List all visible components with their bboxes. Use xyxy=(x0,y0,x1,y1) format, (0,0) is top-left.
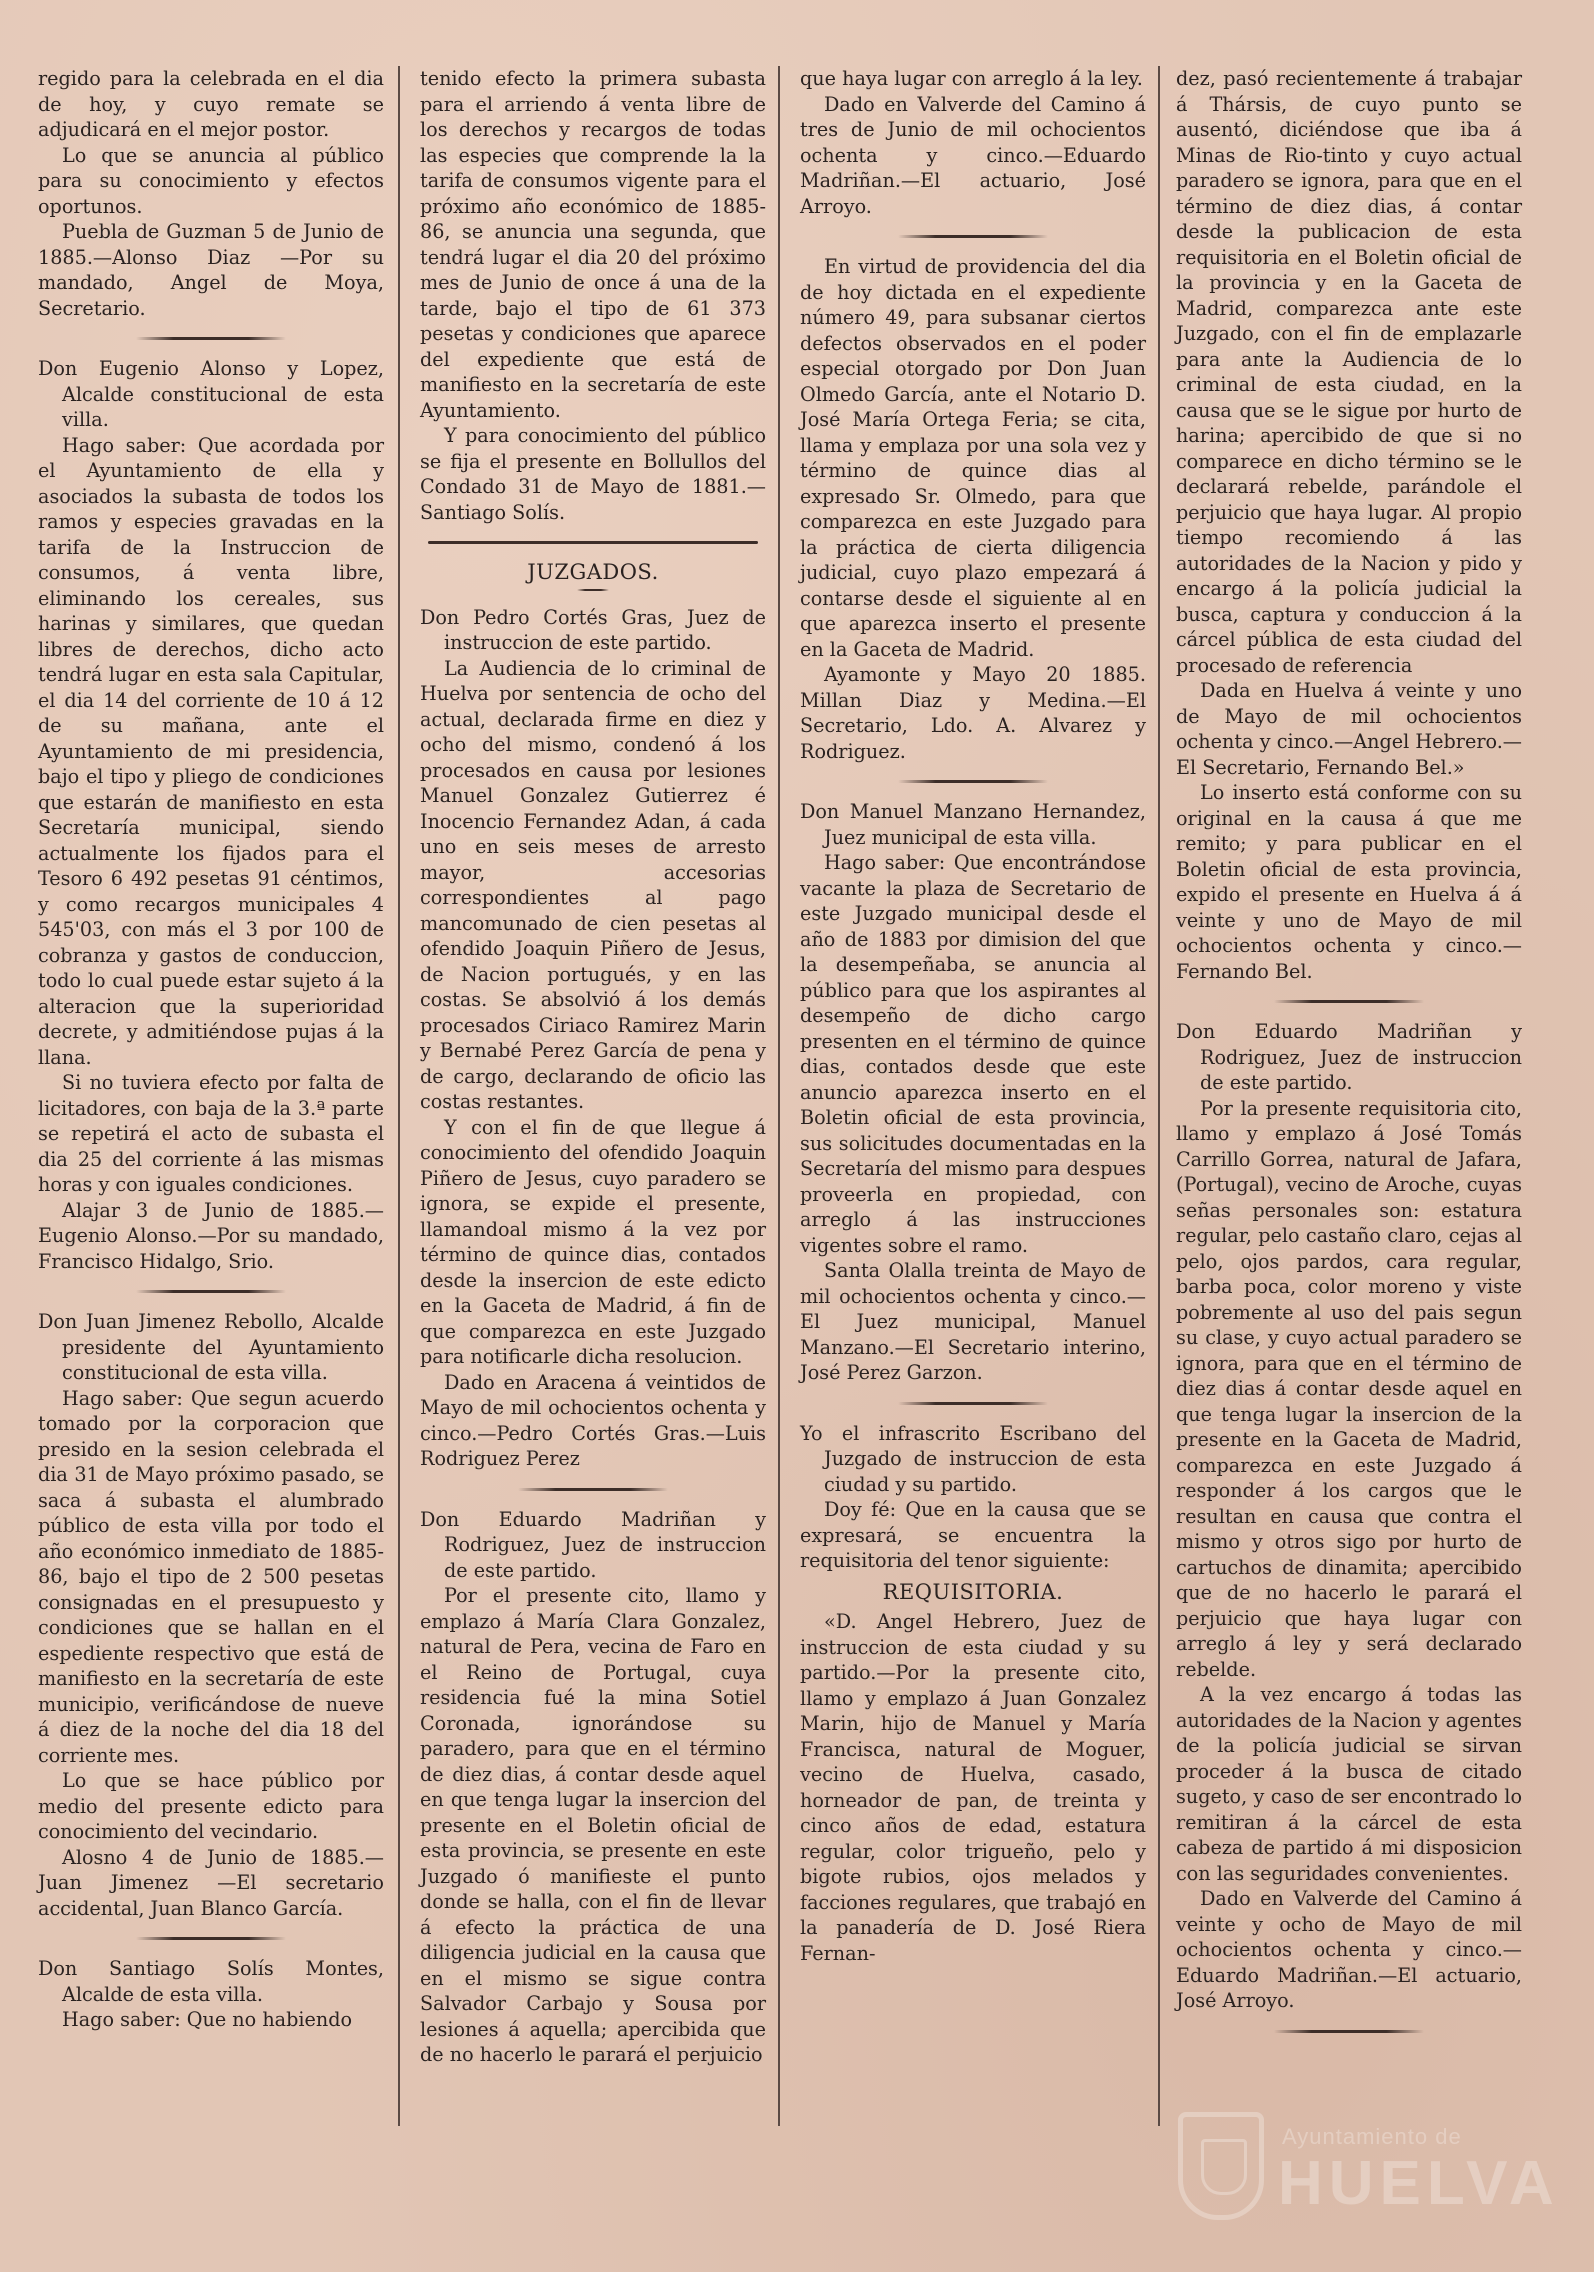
separator-rule xyxy=(518,1488,668,1491)
column-divider xyxy=(398,66,400,2126)
notice-heading: Don Eduardo Madriñan y Rodriguez, Juez de instruccion de este partido. xyxy=(420,1507,766,1582)
separator-rule xyxy=(1274,2030,1424,2033)
separator-rule xyxy=(1274,1000,1424,1003)
paragraph: La Audiencia de lo criminal de Huelva por sentencia de ocho del actual, declarada firme en diez y ocho del mismo, condenó á los procesados en causa por lesiones Manuel Gonzalez Gutierrez é Inocencio Fernandez Adan, á cada uno en seis meses de arresto mayor, accesorias correspondientes al pago mancomunado de cien pesetas al ofendido Joaquin Piñero de Jesus, de Nacion portugués, y en las costas. Se absolvió á los demás procesados Ciriaco Ramirez Marin y Bernabé Perez García de pena y de cargo, declarando de oficio las costas restantes. xyxy=(420,656,766,1113)
paragraph: Hago saber: Que no habiendo xyxy=(62,2008,353,2031)
paragraph: dez, pasó recientemente á trabajar á Thársis, de cuyo punto se ausentó, diciéndose que iba á Minas de Rio-tinto y cuyo actual paradero se ignora, para que en el término de diez dias, á contar desde la publicacion de esta requisitoria en el Boletin oficial de la provincia y en la Gaceta de Madrid, comparezca ante este Juzgado, con el fin de emplazarle para ante la Audiencia de lo criminal de esta ciudad, en la causa que se le sigue por hurto de harina; apercibido de que si no comparece en dicho término se le declarará rebelde, parándole el perjuicio que haya lugar. Al propio tiempo recomiendo á las autoridades de la Nacion y pido y encargo á la policía judicial la busca, captura y conduccion á la cárcel pública de esta ciudad del procesado de referencia xyxy=(1176,67,1522,677)
signature-paragraph: Ayamonte y Mayo 20 1885. Millan Diaz y Medina.—El Secretario, Ldo. A. Alvarez y Rodriguez. xyxy=(800,663,1146,763)
paragraph: Por la presente requisitoria cito, llamo y emplazo á José Tomás Carrillo Gorrea, natural de Jafara, (Portugal), vecino de Aroche, cuyas señas personales son: estatura regular, pelo castaño claro, cejas al pelo, ojos pardos, cara regular, barba poca, color moreno y viste pobremente al uso del pais segun su clase, y cuyo actual paradero se ignora, para que en el término de diez dias á contar desde aquel en que tenga lugar la insercion de la presente en la Gaceta de Madrid, comparezca en este Juzgado á responder á los cargos que le resultan en causa que contra el mismo y otros sigo por hurto de cartuchos de dinamita; apercibido que de no hacerlo le parará el perjuicio que haya lugar con arreglo á ley y será declarado rebelde. xyxy=(1176,1096,1522,1681)
paragraph: Hago saber: Que segun acuerdo tomado por la corporacion que presido en la sesion celebrada el dia 31 de Mayo próximo pasado, se saca á subasta el alumbrado público de esta villa por todo el año económico inmediato de 1885-86, bajo el tipo de 2 500 pesetas consignadas en el presupuesto y condiciones que se hallan en el espediente respectivo que está de manifiesto en la secretaría de este municipio, verificándose de nueve á diez de la noche del dia 18 del corriente mes. xyxy=(38,1386,384,1767)
watermark-line1: Ayuntamiento de xyxy=(1282,2124,1462,2149)
notice-heading: Yo el infrascrito Escribano del Juzgado de instruccion de esta ciudad y su partido. xyxy=(800,1421,1146,1496)
notice-heading: Don Santiago Solís Montes, Alcalde de esta villa. xyxy=(38,1957,384,2006)
signature-paragraph: Alajar 3 de Junio de 1885.—Eugenio Alonso.—Por su mandado, Francisco Hidalgo, Srio. xyxy=(38,1198,384,1273)
column-4 xyxy=(1176,66,1522,2049)
paragraph: Lo inserto está conforme con su original en la causa á que me remito; y para publicar en el Boletin oficial de esta provincia, expido el presente en Huelva á á veinte y uno de Mayo de mil ochocientos ochenta y cinco.—Fernando Bel. xyxy=(1176,781,1522,983)
paragraph: «D. Angel Hebrero, Juez de instruccion de esta ciudad y su partido.—Por la presente cito, llamo y emplazo á Juan Gonzalez Marin, hijo de Manuel y María Francisca, natural de Moguer, vecino de Huelva, casado, horneador de pan, de treinta y cinco años de edad, estatura regular, color trigueño, pelo y bigote rubios, ojos melados y facciones regulares, que trabajó en la panadería de D. José Riera Fernan- xyxy=(800,1610,1146,1965)
paragraph: Hago saber: Que encontrándose vacante la plaza de Secretario de este Juzgado municipal desde el año de 1883 por dimision del que la desempeñaba, se anuncia al público para que los aspirantes al desempeño de dicho cargo presenten en el término de quince dias, contados desde que este anuncio aparezca inserto en el Boletin oficial de esta provincia, sus solicitudes documentadas en la Secretaría del mismo para despues proveerla en propiedad, con arreglo á las instrucciones vigentes sobre el ramo. xyxy=(800,851,1146,1257)
notice-heading: Don Pedro Cortés Gras, Juez de instruccion de este partido. xyxy=(420,605,766,654)
paragraph: regido para la celebrada en el dia de hoy, y cuyo remate se adjudicará en el mejor postor. xyxy=(38,67,384,141)
column-divider xyxy=(778,66,780,2126)
paragraph: Y con el fin de que llegue á conocimiento del ofendido Joaquin Piñero de Jesus, cuyo paradero se ignora, se expide el presente, llamandoal mismo á la vez por término de quince dias, contados desde la insercion de este edicto en la Gaceta de Madrid, á fin de que comparezca en este Juzgado para notificarle dicha resolucion. xyxy=(420,1115,766,1368)
separator-rule xyxy=(898,1402,1048,1405)
notice-heading: Don Manuel Manzano Hernandez, Juez municipal de esta villa. xyxy=(800,800,1146,849)
signature-paragraph: Dado en Valverde del Camino á veinte y ocho de Mayo de mil ochocientos ochenta y cinco.—Eduardo Madriñan.—El actuario, José Arroyo. xyxy=(1176,1887,1522,2012)
separator-rule xyxy=(898,780,1048,783)
signature-paragraph: Dado en Valverde del Camino á tres de Junio de mil ochocientos ochenta y cinco.—Eduardo Madriñan.—El actuario, José Arroyo. xyxy=(800,92,1146,218)
paragraph: Doy fé: Que en la causa que se expresará, se encuentra la requisitoria del tenor siguiente: xyxy=(800,1498,1146,1572)
paragraph: tenido efecto la primera subasta para el arriendo á venta libre de los derechos y recargos de todas las especies que comprende la la tarifa de consumos vigente para el próximo año económico de 1885-86, se anuncia una segunda, que tendrá lugar el dia 20 del próximo mes de Junio de once á una de la tarde, bajo el tipo de 61 373 pesetas y condiciones que aparece del expediente que está de manifiesto en la secretaría de este Ayuntamiento. xyxy=(420,67,766,422)
separator-rule xyxy=(136,337,286,340)
paragraph: Lo que se hace público por medio del presente edicto para conocimiento del vecindario. xyxy=(38,1769,384,1843)
section-title: JUZGADOS. xyxy=(527,559,659,584)
paragraph: A la vez encargo á todas las autoridades de la Nacion y agentes de la policía judicial se sirvan proceder á la busca de citado sugeto, y caso de ser encontrado lo remitiran á la cárcel de esta cabeza de partido á mi disposicion con las seguridades convenientes. xyxy=(1176,1683,1522,1885)
column-divider xyxy=(1158,66,1160,2126)
separator-rule xyxy=(577,589,609,591)
paragraph: Hago saber: Que acordada por el Ayuntamiento de ella y asociados la subasta de todos los ramos y especies gravadas en la tarifa de la Instruccion de consumos, á venta libre, eliminando los cereales, sus harinas y similares, que quedan libres de derechos, dicho acto tendrá lugar en esta sala Capitular, el dia 14 del corriente de 10 á 12 de su mañana, ante el Ayuntamiento de mi presidencia, bajo el tipo y pliego de condiciones que estarán de manifiesto en esta Secretaría municipal, siendo actualmente los fijados para el Tesoro 6 492 pesetas 91 céntimos, y como recargos municipales 4 545'03, con más el 3 por 100 de cobranza y gastos de conduccion, todo lo cual puede estar sujeto á la alteracion que la superioridad decrete, y admitiéndose pujas á la llana. xyxy=(38,433,384,1069)
signature-paragraph: Alosno 4 de Junio de 1885.—Juan Jimenez —El secretario accidental, Juan Blanco García. xyxy=(38,1845,384,1920)
shield-icon xyxy=(1178,2112,1264,2220)
signature-paragraph: Puebla de Guzman 5 de Junio de 1885.—Alonso Diaz —Por su mandado, Angel de Moya, Secretario. xyxy=(38,220,384,320)
notice-heading: Don Juan Jimenez Rebollo, Alcalde presidente del Ayuntamiento constitucional de esta villa. xyxy=(38,1310,384,1384)
notice-heading: Don Eduardo Madriñan y Rodriguez, Juez de instruccion de este partido. xyxy=(1176,1020,1522,1094)
column-3 xyxy=(800,66,1146,1966)
signature-paragraph: Dada en Huelva á veinte y uno de Mayo de mil ochocientos ochenta y cinco.—Angel Hebrero.—El Secretario, Fernando Bel.» xyxy=(1176,679,1522,779)
signature-paragraph: Y para conocimiento del público se fija el presente en Bollullos del Condado 31 de Mayo de 1881.—Santiago Solís. xyxy=(420,424,766,524)
watermark-line2: HUELVA xyxy=(1278,2149,1560,2218)
separator-rule xyxy=(136,1290,286,1293)
column-1 xyxy=(38,66,384,2033)
signature-paragraph: Dado en Aracena á veintidos de Mayo de mil ochocientos ochenta y cinco.—Pedro Cortés Gras.—Luis Rodriguez Perez xyxy=(420,1370,766,1470)
separator-rule xyxy=(898,235,1048,238)
separator-rule xyxy=(136,1937,286,1940)
requisitoria-title: REQUISITORIA. xyxy=(882,1579,1064,1604)
section-rule xyxy=(428,541,758,544)
paragraph: que haya lugar con arreglo á la ley. xyxy=(800,67,1143,90)
paragraph: Si no tuviera efecto por falta de licitadores, con baja de la 3.ª parte se repetirá el acto de subasta el dia 25 del corriente á las mismas horas y con iguales condiciones. xyxy=(38,1071,384,1196)
paragraph: En virtud de providencia del dia de hoy dictada en el expediente número 49, para subsanar ciertos defectos observados en el poder especial otorgado por Don Juan Olmedo García, ante el Notario D. José María Ortega Feria; se cita, llama y emplaza por una sola vez y término de quince dias al expresado Sr. Olmedo, para que comparezca en este Juzgado para la práctica de cierta diligencia judicial, cuyo plazo empezará á contarse desde el siguiente al en que aparezca inserto el presente en la Gaceta de Madrid. xyxy=(800,255,1146,661)
paragraph: Por el presente cito, llamo y emplazo á María Clara Gonzalez, natural de Pera, vecina de Faro en el Reino de Portugal, cuya residencia fué la mina Sotiel Coronada, ignorándose su paradero, para que en el término de diez dias, á contar desde aquel en que tenga lugar la insercion del presente en el Boletin oficial de esta provincia, se presente en este Juzgado ó manifieste el punto donde se halla, con el fin de llevar á efecto la práctica de una diligencia judicial en la causa que en el mismo se sigue contra Salvador Carbajo y Sousa por lesiones á aquella; apercibida que de no hacerlo le parará el perjuicio xyxy=(420,1584,766,2066)
signature-paragraph: Santa Olalla treinta de Mayo de mil ochocientos ochenta y cinco.—El Juez municipal, Manuel Manzano.—El Secretario interino, José Perez Garzon. xyxy=(800,1259,1146,1384)
notice-heading: Don Eugenio Alonso y Lopez, Alcalde constitucional de esta villa. xyxy=(38,357,384,431)
paragraph: Lo que se anuncia al público para su conocimiento y efectos oportunos. xyxy=(38,143,384,218)
column-2 xyxy=(420,66,766,2068)
huelva-watermark xyxy=(1178,2108,1560,2228)
